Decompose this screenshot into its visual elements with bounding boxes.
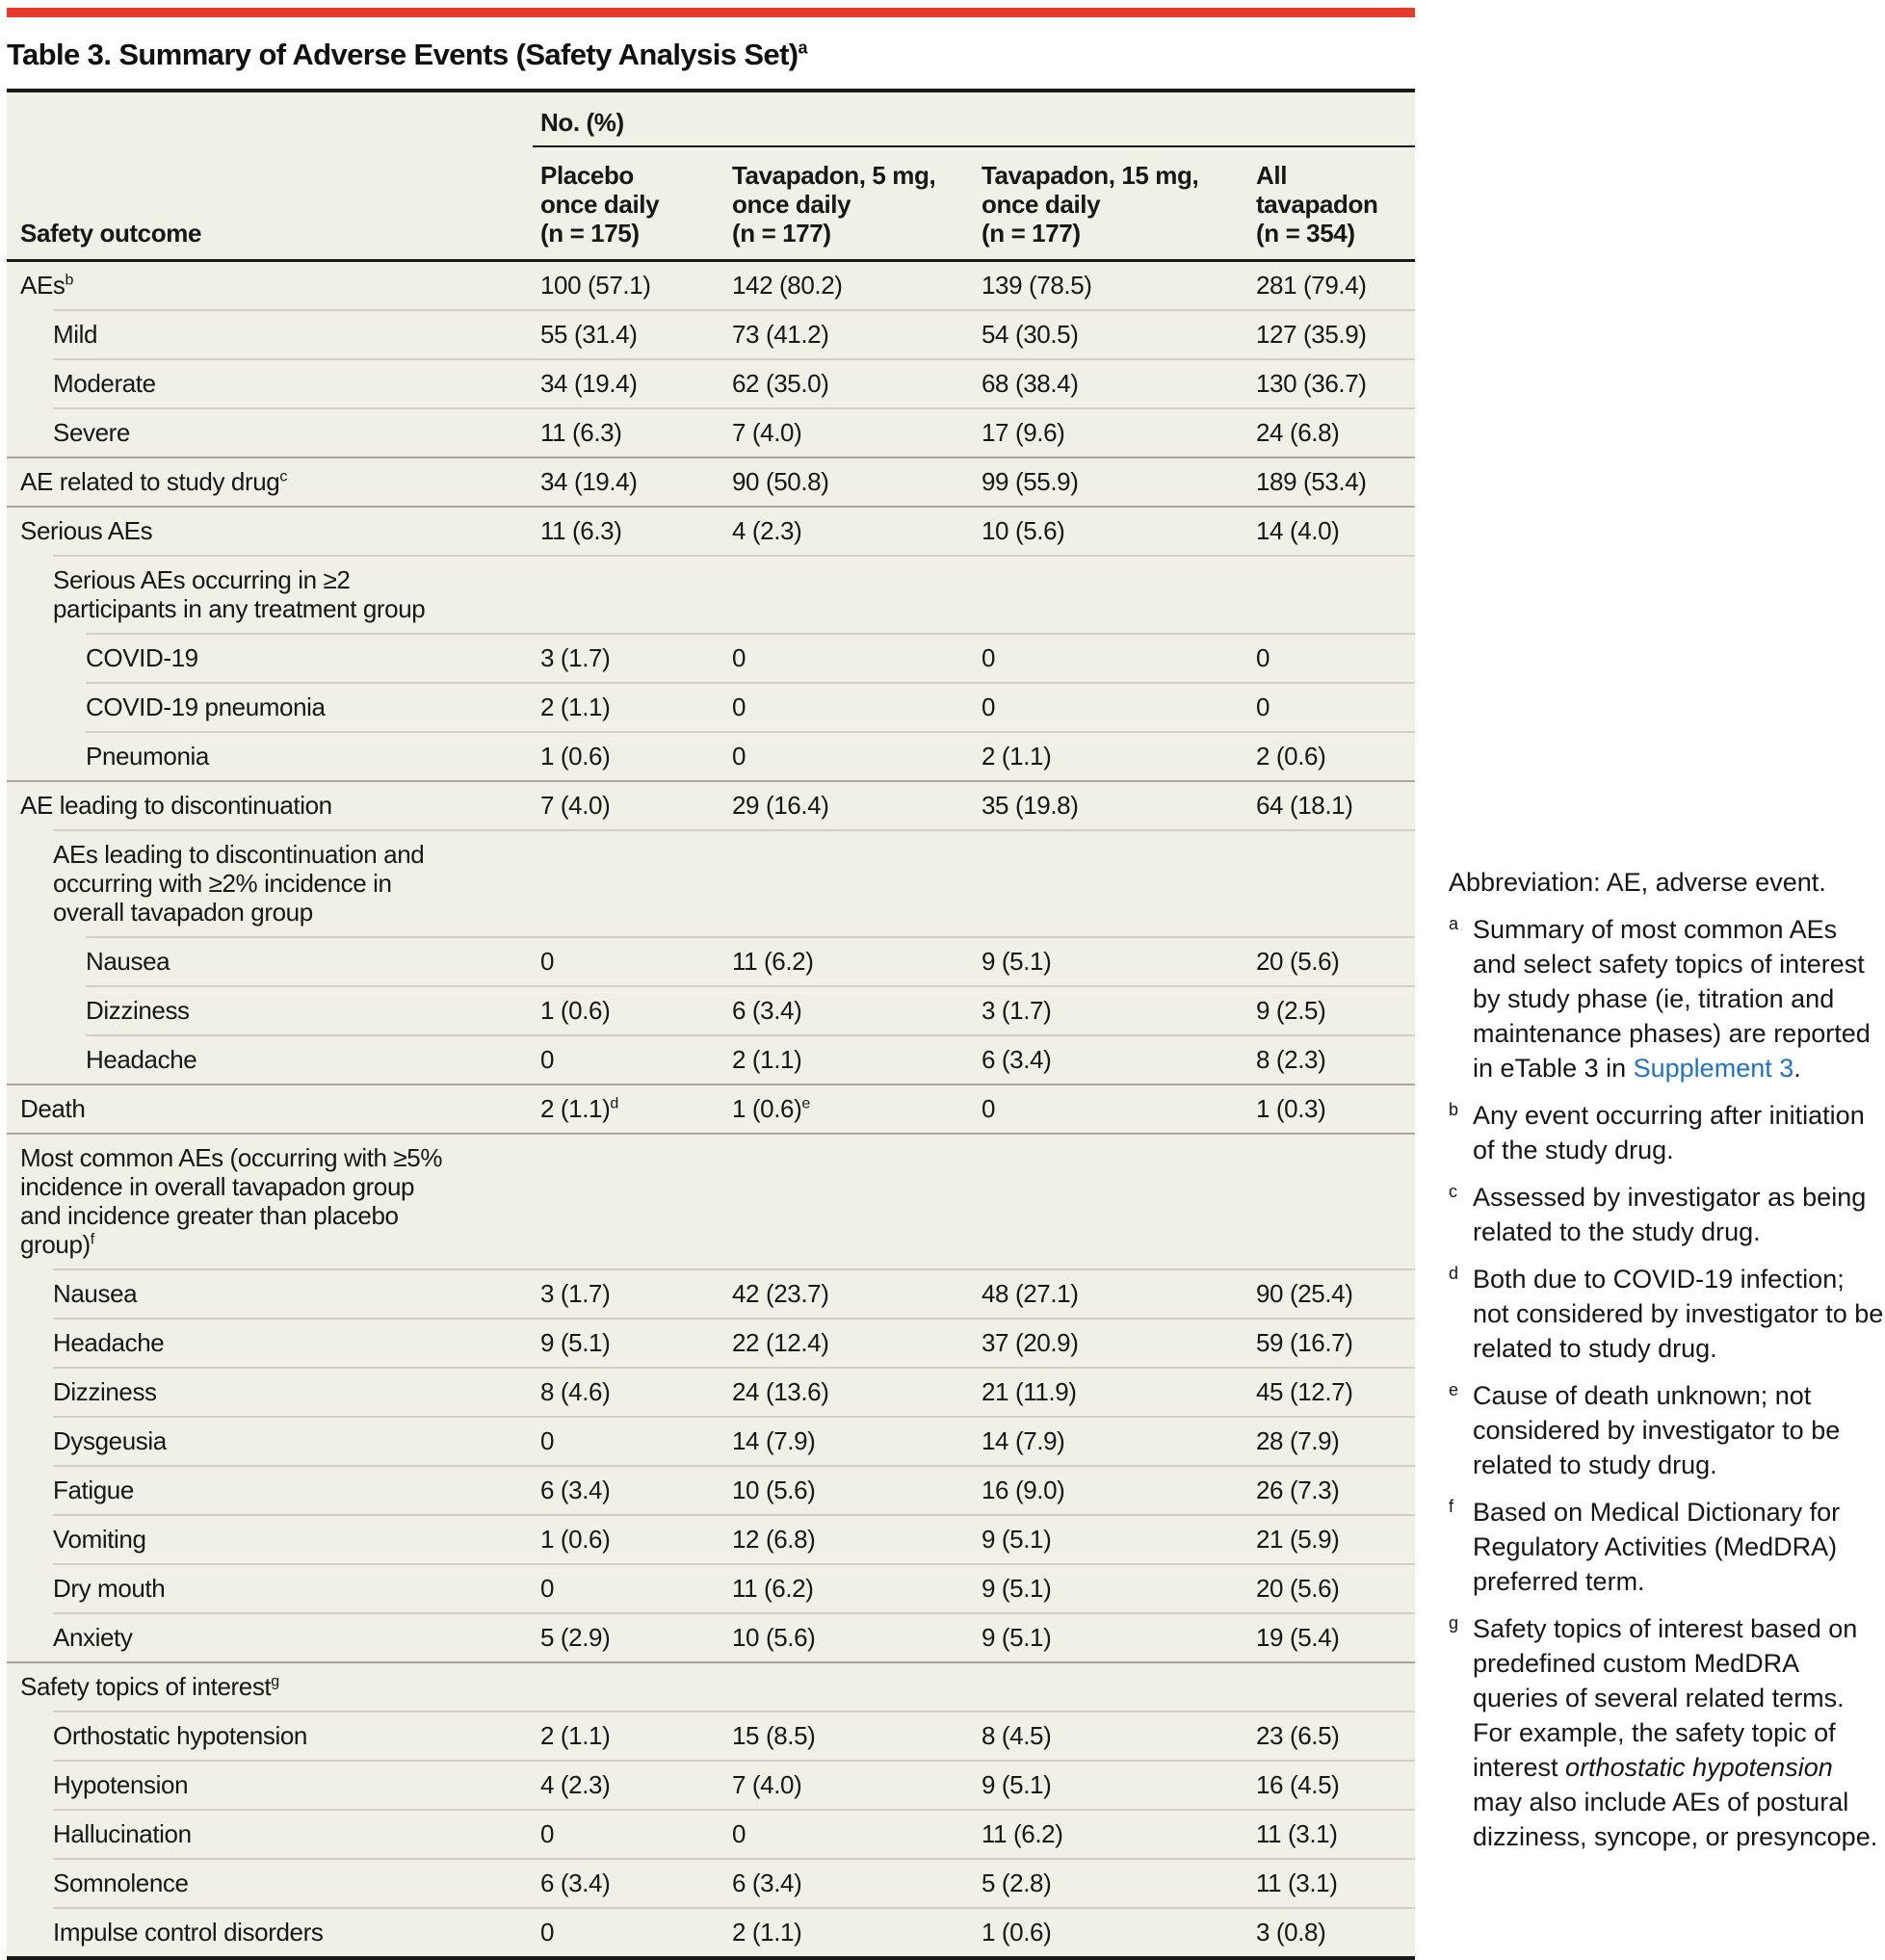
table3-card: [7, 8, 1415, 1960]
value-cell: 14 (4.0): [1256, 516, 1340, 545]
value-cell: 2 (1.1): [732, 1918, 802, 1947]
table-row: [7, 1565, 1415, 1612]
table-group-header-row: [7, 92, 1415, 145]
value-cell: 0: [540, 947, 555, 976]
table-row: [7, 557, 1415, 633]
value-cell: 1 $(0.6)^e$: [732, 1094, 810, 1123]
value-cell: 20 (5.6): [1256, 1574, 1340, 1603]
value-cell: [533, 840, 724, 927]
footnote-a: a Summary of most common AEs and select safety topics of interest by study phase (ie, titration and maintenance phases) are reported in eTable 3 in Supplement 3.: [1449, 912, 1885, 1085]
value-cell: 6 (3.4): [540, 1869, 611, 1897]
value-cell: 12 (6.8): [732, 1525, 816, 1554]
value-cell: 21 (5.9): [1256, 1525, 1340, 1554]
row-label: COVID-19: [86, 643, 198, 672]
table-row: [7, 1614, 1415, 1661]
value-cell: 3 (1.7): [540, 1279, 611, 1308]
row-label: Most common AEs (occurring with ≥5% incidence in overall tavapadon group and incidence greater than placebo group)$^f$: [20, 1143, 443, 1259]
value-cell: 15 (8.5): [732, 1721, 816, 1750]
value-cell: 0: [982, 643, 996, 672]
value-cell: 9 (5.1): [982, 947, 1052, 976]
value-cell: [974, 1143, 1248, 1259]
value-cell: [724, 1672, 974, 1701]
value-cell: [1248, 1672, 1415, 1701]
row-label: Dizziness: [53, 1377, 157, 1406]
value-cell: 9 (5.1): [982, 1574, 1052, 1603]
table-row: [7, 1135, 1415, 1268]
value-cell: 11 (6.2): [982, 1819, 1063, 1848]
value-cell: 6 (3.4): [732, 1869, 802, 1897]
value-cell: 130 (36.7): [1256, 369, 1367, 398]
row-label: Headache: [53, 1328, 165, 1357]
value-cell: 5 (2.8): [982, 1869, 1052, 1897]
table-row: [7, 938, 1415, 985]
value-cell: 34 (19.4): [540, 467, 638, 496]
value-cell: 3 (1.7): [540, 643, 611, 672]
value-cell: 1 (0.6): [540, 1525, 611, 1554]
value-cell: 0: [732, 643, 746, 672]
row-label: Serious AEs occurring in ≥2 participants in any treatment group: [53, 565, 426, 623]
column-header: Tavapadon, 15 mg, once daily (n = 177): [982, 161, 1199, 248]
table-row: [7, 684, 1415, 731]
footnote-f: f Based on Medical Dictionary for Regulatory Activities (MedDRA) preferred term.: [1449, 1495, 1885, 1599]
value-cell: 11 (6.3): [540, 516, 622, 545]
footnote-list: [1449, 912, 1885, 1854]
value-cell: 6 (3.4): [732, 996, 802, 1025]
value-cell: 1 (0.3): [1256, 1094, 1326, 1123]
value-cell: [533, 1143, 724, 1259]
value-cell: 8 (2.3): [1256, 1045, 1326, 1074]
table-title: [7, 39, 1415, 71]
table-title-footnote-marker: a: [798, 38, 807, 58]
value-cell: [533, 1672, 724, 1701]
value-cell: 0: [540, 1426, 555, 1455]
value-cell: 9 (2.5): [1256, 996, 1326, 1025]
value-cell: 0: [540, 1918, 555, 1947]
row-label: Safety topics of interest$^g$: [20, 1672, 279, 1701]
value-cell: 6 (3.4): [982, 1045, 1052, 1074]
value-cell: 11 (6.3): [540, 418, 622, 447]
value-cell: 21 (11.9): [982, 1377, 1077, 1406]
value-cell: 8 (4.6): [540, 1377, 611, 1406]
value-cell: [724, 840, 974, 927]
row-label: Death: [20, 1094, 86, 1123]
value-cell: 11 (3.1): [1256, 1819, 1338, 1848]
value-cell: 0: [982, 1094, 996, 1123]
column-header-safety-outcome: Safety outcome: [20, 219, 202, 248]
value-cell: 90 (50.8): [732, 467, 829, 496]
footnote-marker: g: [271, 1673, 279, 1690]
value-cell: 20 (5.6): [1256, 947, 1340, 976]
table-row: [7, 1516, 1415, 1563]
table-row: [7, 987, 1415, 1034]
table-row: [7, 635, 1415, 682]
value-cell: 29 (16.4): [732, 791, 829, 820]
value-cell: 23 (6.5): [1256, 1721, 1340, 1750]
value-cell: 2 $(1.1)^d$: [540, 1094, 618, 1123]
value-cell: 16 (4.5): [1256, 1770, 1340, 1799]
table-row: [7, 409, 1415, 457]
value-cell: [1248, 565, 1415, 623]
value-cell: 0: [732, 742, 746, 771]
value-cell: 8 (4.5): [982, 1721, 1052, 1750]
value-cell: [1248, 1143, 1415, 1259]
value-cell: 11 (6.2): [732, 947, 814, 976]
value-cell: 2 (1.1): [982, 742, 1052, 771]
table-row: [7, 458, 1415, 506]
value-cell: 142 (80.2): [732, 271, 843, 300]
abbreviation-note: Abbreviation: AE, adverse event.: [1449, 868, 1826, 897]
table-row: [7, 1860, 1415, 1907]
footnote-marker: f: [90, 1231, 94, 1248]
table-row: [7, 1418, 1415, 1465]
row-label: AE leading to discontinuation: [20, 791, 332, 820]
table-row: [7, 1909, 1415, 1956]
value-cell: 189 (53.4): [1256, 467, 1367, 496]
row-label: COVID-19 pneumonia: [86, 693, 326, 721]
value-cell: 45 (12.7): [1256, 1377, 1353, 1406]
footnote-marker: a: [1449, 914, 1459, 933]
footnote-marker: b: [65, 272, 73, 289]
value-cell: 0: [1256, 643, 1270, 672]
value-cell: 9 (5.1): [540, 1328, 611, 1357]
table-title-text: Table 3. Summary of Adverse Events (Safety Analysis Set): [7, 38, 799, 71]
value-cell: 2 (1.1): [732, 1045, 802, 1074]
row-label: Anxiety: [53, 1623, 133, 1652]
row-label: Pneumonia: [86, 742, 209, 771]
value-cell: 54 (30.5): [982, 320, 1079, 349]
value-cell: 24 (13.6): [732, 1377, 829, 1406]
value-cell: 35 (19.8): [982, 791, 1079, 820]
value-cell: 127 (35.9): [1256, 320, 1367, 349]
value-cell: 10 (5.6): [982, 516, 1065, 545]
footnote-d: d Both due to COVID-19 infection; not considered by investigator to be related to study drug.: [1449, 1262, 1885, 1366]
value-cell: 11 (6.2): [732, 1574, 814, 1603]
value-cell: 4 (2.3): [540, 1770, 611, 1799]
table-row: [7, 1811, 1415, 1858]
row-label: Serious AEs: [20, 516, 153, 545]
value-cell: 3 (0.8): [1256, 1918, 1326, 1947]
row-label: Orthostatic hypotension: [53, 1721, 307, 1750]
value-cell: 9 (5.1): [982, 1525, 1052, 1554]
value-cell: 281 (79.4): [1256, 271, 1367, 300]
value-cell: 48 (27.1): [982, 1279, 1079, 1308]
table-row: [7, 1467, 1415, 1514]
row-label: Dizziness: [86, 996, 190, 1025]
footnote-marker: d: [610, 1095, 618, 1112]
footnote-e: e Cause of death unknown; not considered by investigator to be related to study drug.: [1449, 1378, 1885, 1482]
value-cell: 1 (0.6): [540, 996, 611, 1025]
table-row: [7, 1085, 1415, 1133]
value-cell: 4 (2.3): [732, 516, 802, 545]
table-row: [7, 733, 1415, 780]
table-row: [7, 1036, 1415, 1084]
value-cell: 9 (5.1): [982, 1770, 1052, 1799]
value-cell: 17 (9.6): [982, 418, 1065, 447]
value-cell: [1248, 840, 1415, 927]
value-cell: 9 (5.1): [982, 1623, 1052, 1652]
row-label: AE related to study drug$^c$: [20, 467, 287, 496]
table-row: [7, 782, 1415, 829]
value-cell: 22 (12.4): [732, 1328, 829, 1357]
value-cell: 26 (7.3): [1256, 1476, 1340, 1504]
footnote-marker: c: [1449, 1182, 1457, 1201]
value-cell: 37 (20.9): [982, 1328, 1079, 1357]
footnote-marker: e: [801, 1095, 810, 1112]
value-cell: 19 (5.4): [1256, 1623, 1340, 1652]
table-row: [7, 508, 1415, 555]
column-header: Tavapadon, 5 mg, once daily (n = 177): [732, 161, 936, 248]
table-row: [7, 262, 1415, 309]
value-cell: 99 (55.9): [982, 467, 1079, 496]
row-label: AEs leading to discontinuation and occurring with ≥2% incidence in overall tavapadon group: [53, 840, 425, 927]
value-cell: 1 (0.6): [982, 1918, 1052, 1947]
value-cell: 5 (2.9): [540, 1623, 611, 1652]
value-cell: 3 (1.7): [982, 996, 1052, 1025]
italic-term: orthostatic hypotension: [1565, 1753, 1833, 1782]
value-cell: 55 (31.4): [540, 320, 638, 349]
table-row: [7, 1762, 1415, 1809]
value-cell: 73 (41.2): [732, 320, 829, 349]
value-cell: [974, 840, 1248, 927]
value-cell: 11 (3.1): [1256, 1869, 1338, 1897]
row-label: Hallucination: [53, 1819, 192, 1848]
footnote-marker: g: [1449, 1613, 1459, 1633]
table-row: [7, 1369, 1415, 1416]
row-label: Vomiting: [53, 1525, 146, 1554]
table-row: [7, 360, 1415, 407]
table-row: [7, 1270, 1415, 1318]
table-row: [7, 1663, 1415, 1711]
column-header: All tavapadon (n = 354): [1256, 161, 1378, 248]
accent-bar: [7, 8, 1415, 17]
value-cell: 2 (1.1): [540, 1721, 611, 1750]
value-cell: 100 (57.1): [540, 271, 651, 300]
value-cell: 2 (1.1): [540, 693, 611, 721]
footnote-marker: d: [1449, 1264, 1459, 1283]
table-row: [7, 831, 1415, 936]
value-cell: 0: [1256, 693, 1270, 721]
value-cell: 16 (9.0): [982, 1476, 1065, 1504]
value-cell: 0: [540, 1574, 555, 1603]
footnote-g: g Safety topics of interest based on predefined custom MedDRA queries of several related terms. For example, the safety topic of interest orthostatic hypotension may also include AEs of postural dizziness, syncope, or presyncope.: [1449, 1611, 1885, 1854]
group-header-no-pct: No. (%): [540, 108, 624, 137]
row-label: AEs$^b$: [20, 271, 73, 300]
value-cell: 28 (7.9): [1256, 1426, 1340, 1455]
column-header: Placebo once daily (n = 175): [540, 161, 660, 248]
adverse-events-table: [7, 89, 1415, 1960]
value-cell: 6 (3.4): [540, 1476, 611, 1504]
row-label: Fatigue: [53, 1476, 134, 1504]
table-body: [7, 262, 1415, 1956]
row-label: Nausea: [86, 947, 170, 976]
table-row: [7, 1712, 1415, 1760]
value-cell: 1 (0.6): [540, 742, 611, 771]
footnote-c: c Assessed by investigator as being related to the study drug.: [1449, 1180, 1885, 1249]
value-cell: 68 (38.4): [982, 369, 1079, 398]
row-label: Hypotension: [53, 1770, 189, 1799]
value-cell: 7 (4.0): [732, 418, 802, 447]
row-label: Nausea: [53, 1279, 138, 1308]
value-cell: 0: [540, 1819, 555, 1848]
value-cell: 0: [732, 693, 746, 721]
value-cell: 10 (5.6): [732, 1476, 816, 1504]
footnotes-column: [1449, 865, 1885, 1867]
table-row: [7, 311, 1415, 358]
value-cell: [974, 565, 1248, 623]
value-cell: 64 (18.1): [1256, 791, 1353, 820]
value-cell: 10 (5.6): [732, 1623, 816, 1652]
value-cell: 139 (78.5): [982, 271, 1092, 300]
row-label: Dysgeusia: [53, 1426, 167, 1455]
column-header-row: [7, 147, 1415, 259]
row-label: Headache: [86, 1045, 197, 1074]
group-header-spacer: [7, 108, 533, 137]
row-label: Moderate: [53, 369, 156, 398]
value-cell: [724, 1143, 974, 1259]
value-cell: [533, 565, 724, 623]
row-label: Severe: [53, 418, 130, 447]
footnote-marker: c: [279, 468, 287, 485]
value-cell: 7 (4.0): [732, 1770, 802, 1799]
value-cell: 14 (7.9): [982, 1426, 1065, 1455]
table-row: [7, 1320, 1415, 1367]
value-cell: 59 (16.7): [1256, 1328, 1353, 1357]
value-cell: 14 (7.9): [732, 1426, 816, 1455]
row-label: Dry mouth: [53, 1574, 166, 1603]
value-cell: 42 (23.7): [732, 1279, 829, 1308]
supplement-link[interactable]: Supplement 3: [1633, 1054, 1794, 1083]
footnote-marker: e: [1449, 1380, 1459, 1399]
footnote-b: b Any event occurring after initiation of the study drug.: [1449, 1098, 1885, 1167]
value-cell: 34 (19.4): [540, 369, 638, 398]
value-cell: 62 (35.0): [732, 369, 829, 398]
footnote-marker: b: [1449, 1100, 1459, 1119]
value-cell: [724, 565, 974, 623]
row-label: Somnolence: [53, 1869, 189, 1897]
row-label: Mild: [53, 320, 98, 349]
value-cell: 24 (6.8): [1256, 418, 1340, 447]
value-cell: 90 (25.4): [1256, 1279, 1353, 1308]
value-cell: [974, 1672, 1248, 1701]
value-cell: 0: [732, 1819, 746, 1848]
value-cell: 0: [982, 693, 996, 721]
row-label: Impulse control disorders: [53, 1918, 324, 1947]
value-cell: 2 (0.6): [1256, 742, 1326, 771]
value-cell: 7 (4.0): [540, 791, 611, 820]
footnote-marker: f: [1449, 1497, 1454, 1516]
value-cell: 0: [540, 1045, 555, 1074]
